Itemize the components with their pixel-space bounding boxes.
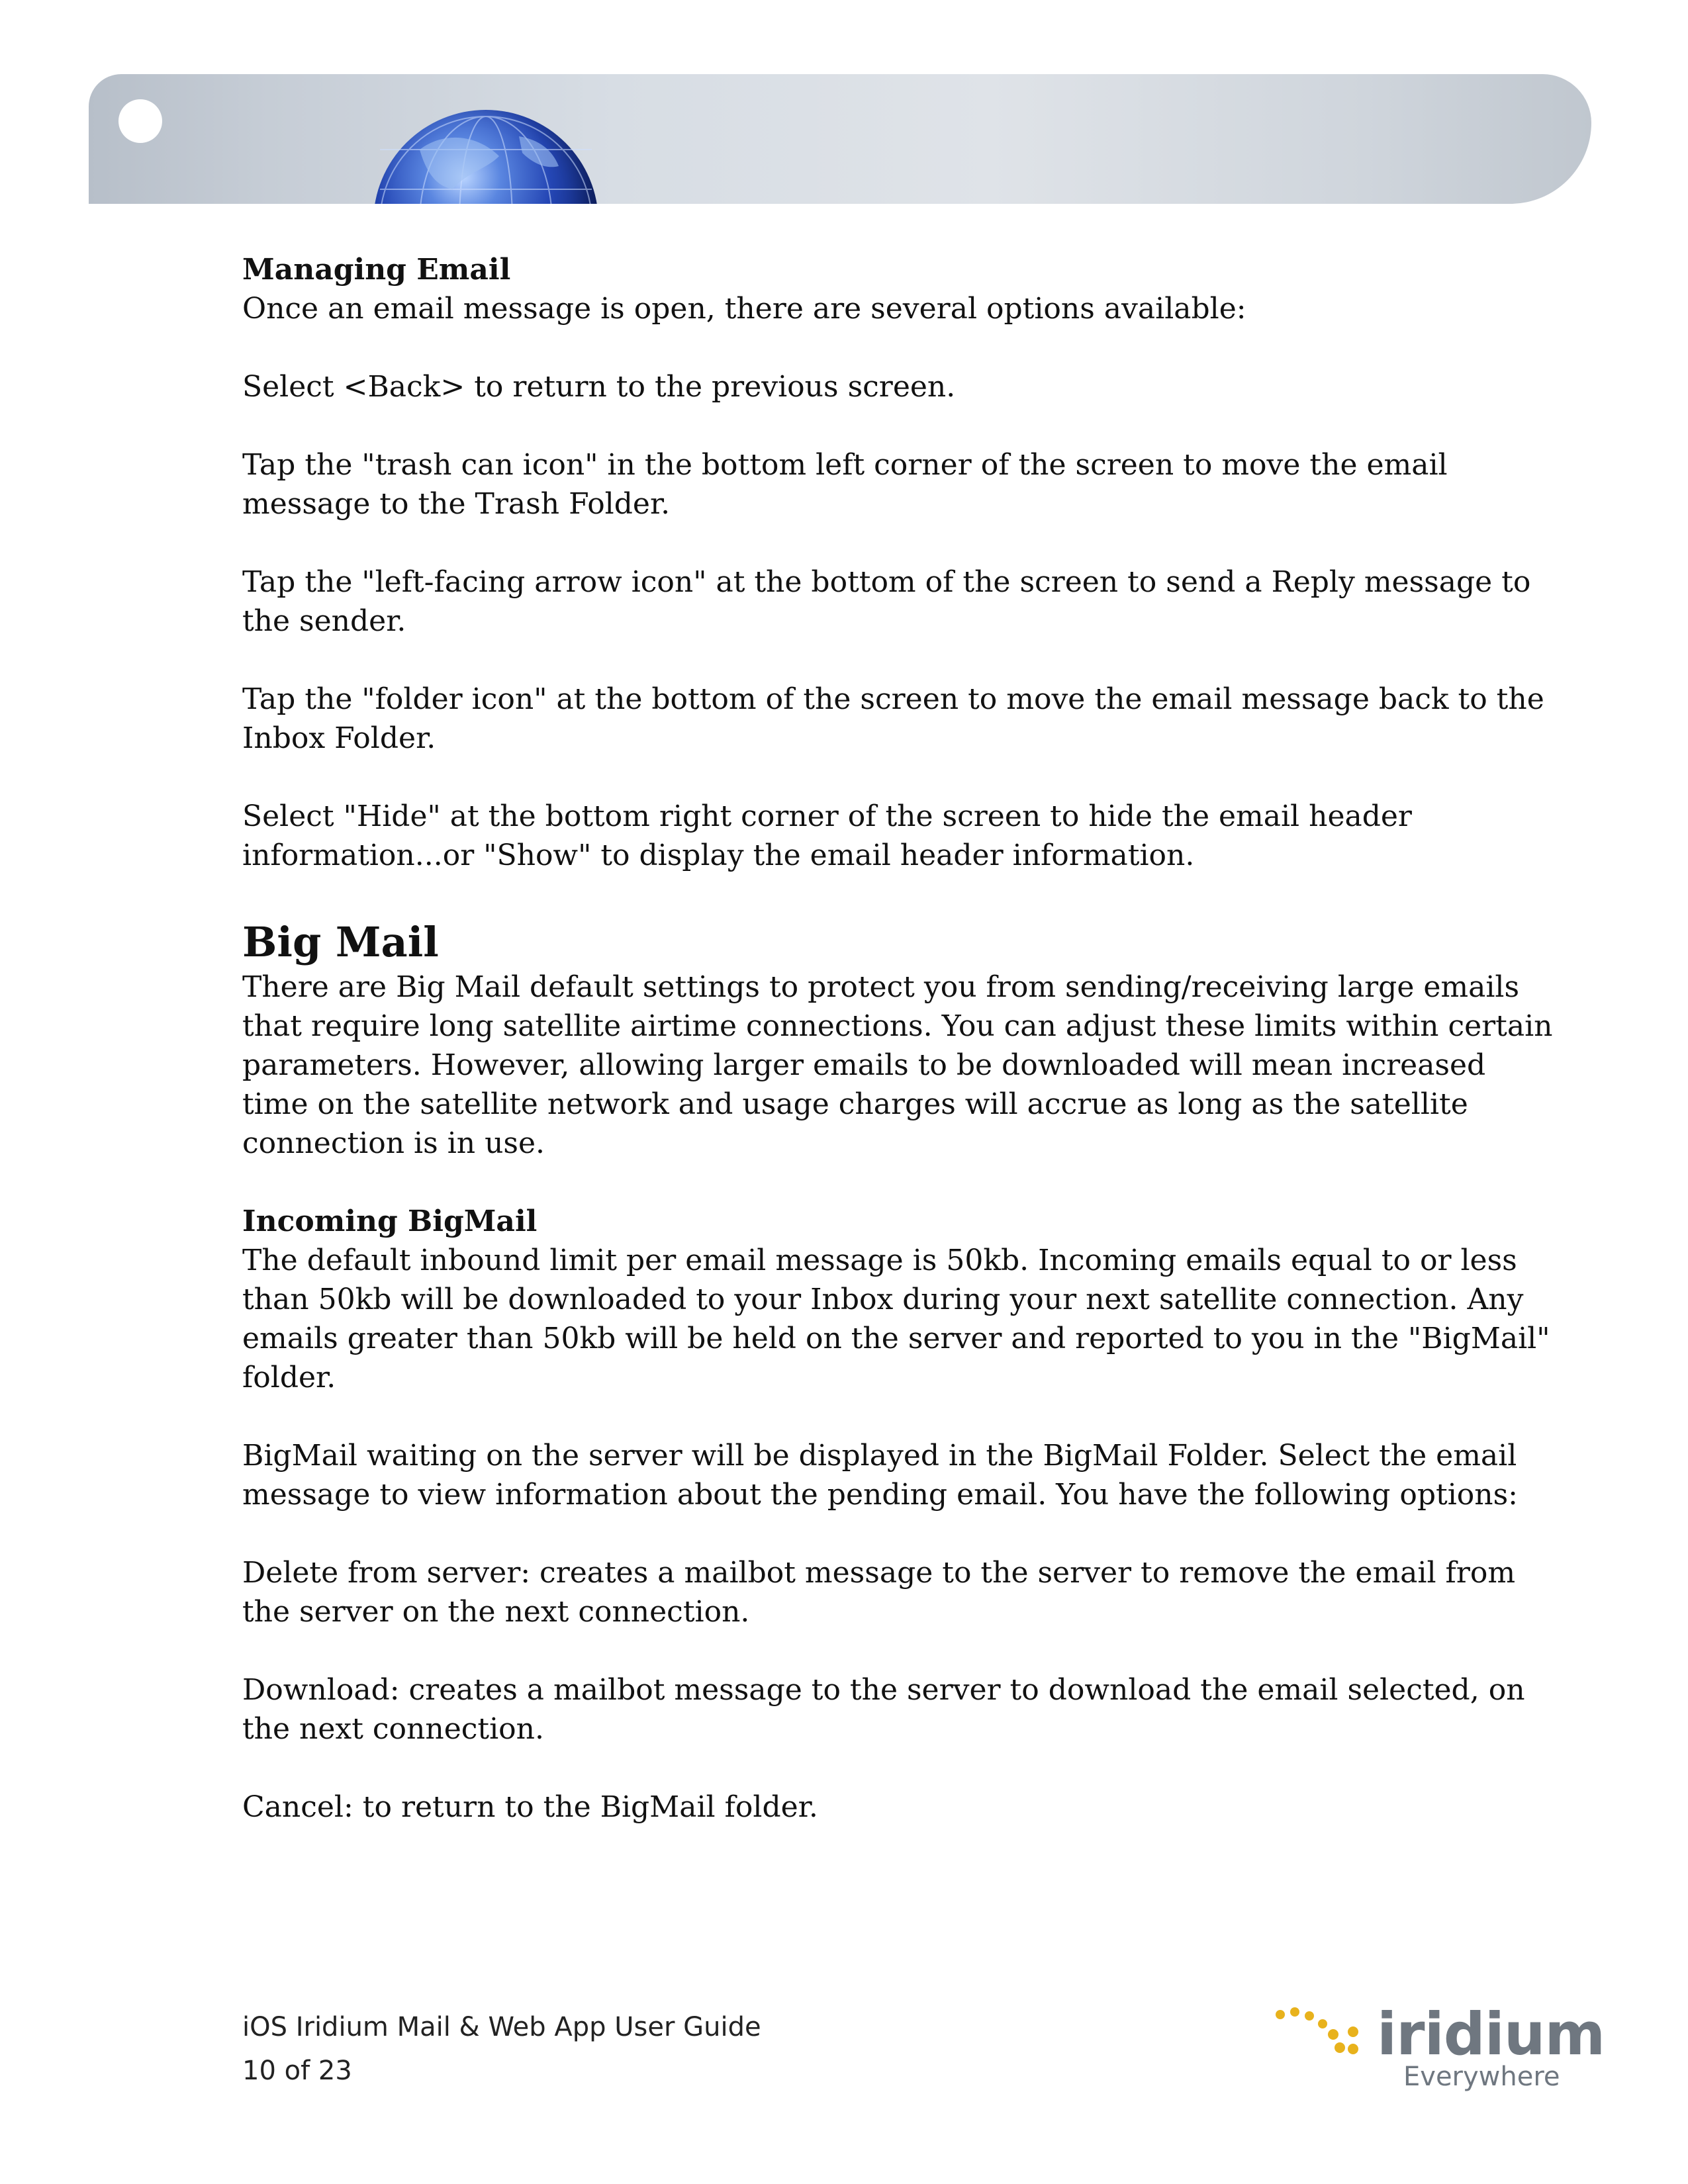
incoming-bigmail-paragraph: The default inbound limit per email message is 50kb. Incoming emails equal to or less than 50kb will be downloaded to your Inbox during your next satellite connection. Any emails greater than 50kb will be held on the server and reported to you in the "BigMail" folder.: [242, 1244, 1550, 1394]
incoming-bigmail-paragraph: Download: creates a mailbot message to the server to download the email selected, on the next connection.: [242, 1673, 1525, 1746]
iridium-logo: [1271, 1999, 1605, 2098]
incoming-bigmail-paragraph: Delete from server: creates a mailbot message to the server to remove the email from the server on the next connection.: [242, 1556, 1516, 1629]
logo-tagline: Everywhere: [1403, 2062, 1560, 2092]
incoming-bigmail-paragraph: Cancel: to return to the BigMail folder.: [242, 1790, 818, 1824]
big-mail-body: There are Big Mail default settings to protect you from sending/receiving large emails that require long satellite airtime connections. You can adjust these limits within certain parameters. However, allowing larger emails to be downloaded will mean increased time on the satellite network and usage charges will accrue as long as the satellite connection is in use.: [242, 970, 1553, 1160]
managing-email-item: Select <Back> to return to the previous screen.: [242, 370, 956, 404]
guide-title: iOS Iridium Mail & Web App User Guide: [242, 2012, 761, 2042]
banner-dot-icon: [118, 99, 162, 143]
managing-email-item: Tap the "left-facing arrow icon" at the bottom of the screen to send a Reply message to the sender.: [242, 565, 1531, 638]
big-mail-heading: Big Mail: [242, 918, 439, 966]
footer: [242, 2005, 761, 2093]
incoming-bigmail-heading: Incoming BigMail: [242, 1205, 538, 1238]
header-banner: [89, 74, 1591, 204]
managing-email-heading: Managing Email: [242, 253, 511, 287]
managing-email-intro: Once an email message is open, there are several options available:: [242, 292, 1246, 326]
incoming-bigmail-paragraph: BigMail waiting on the server will be displayed in the BigMail Folder. Select the email message to view information about the pending email. You have the following options:: [242, 1439, 1518, 1512]
managing-email-item: Select "Hide" at the bottom right corner of the screen to hide the email header information...or "Show" to display the email header information.: [242, 799, 1412, 872]
managing-email-item: Tap the "trash can icon" in the bottom left corner of the screen to move the email message to the Trash Folder.: [242, 448, 1448, 521]
document-body: [242, 250, 1553, 1827]
globe-icon: [373, 110, 598, 204]
page-number: 10 of 23: [242, 2056, 352, 2086]
logo-dots-icon: [1271, 1999, 1383, 2078]
managing-email-item: Tap the "folder icon" at the bottom of the screen to move the email message back to the Inbox Folder.: [242, 682, 1544, 755]
logo-wordmark: iridium: [1377, 2000, 1605, 2068]
